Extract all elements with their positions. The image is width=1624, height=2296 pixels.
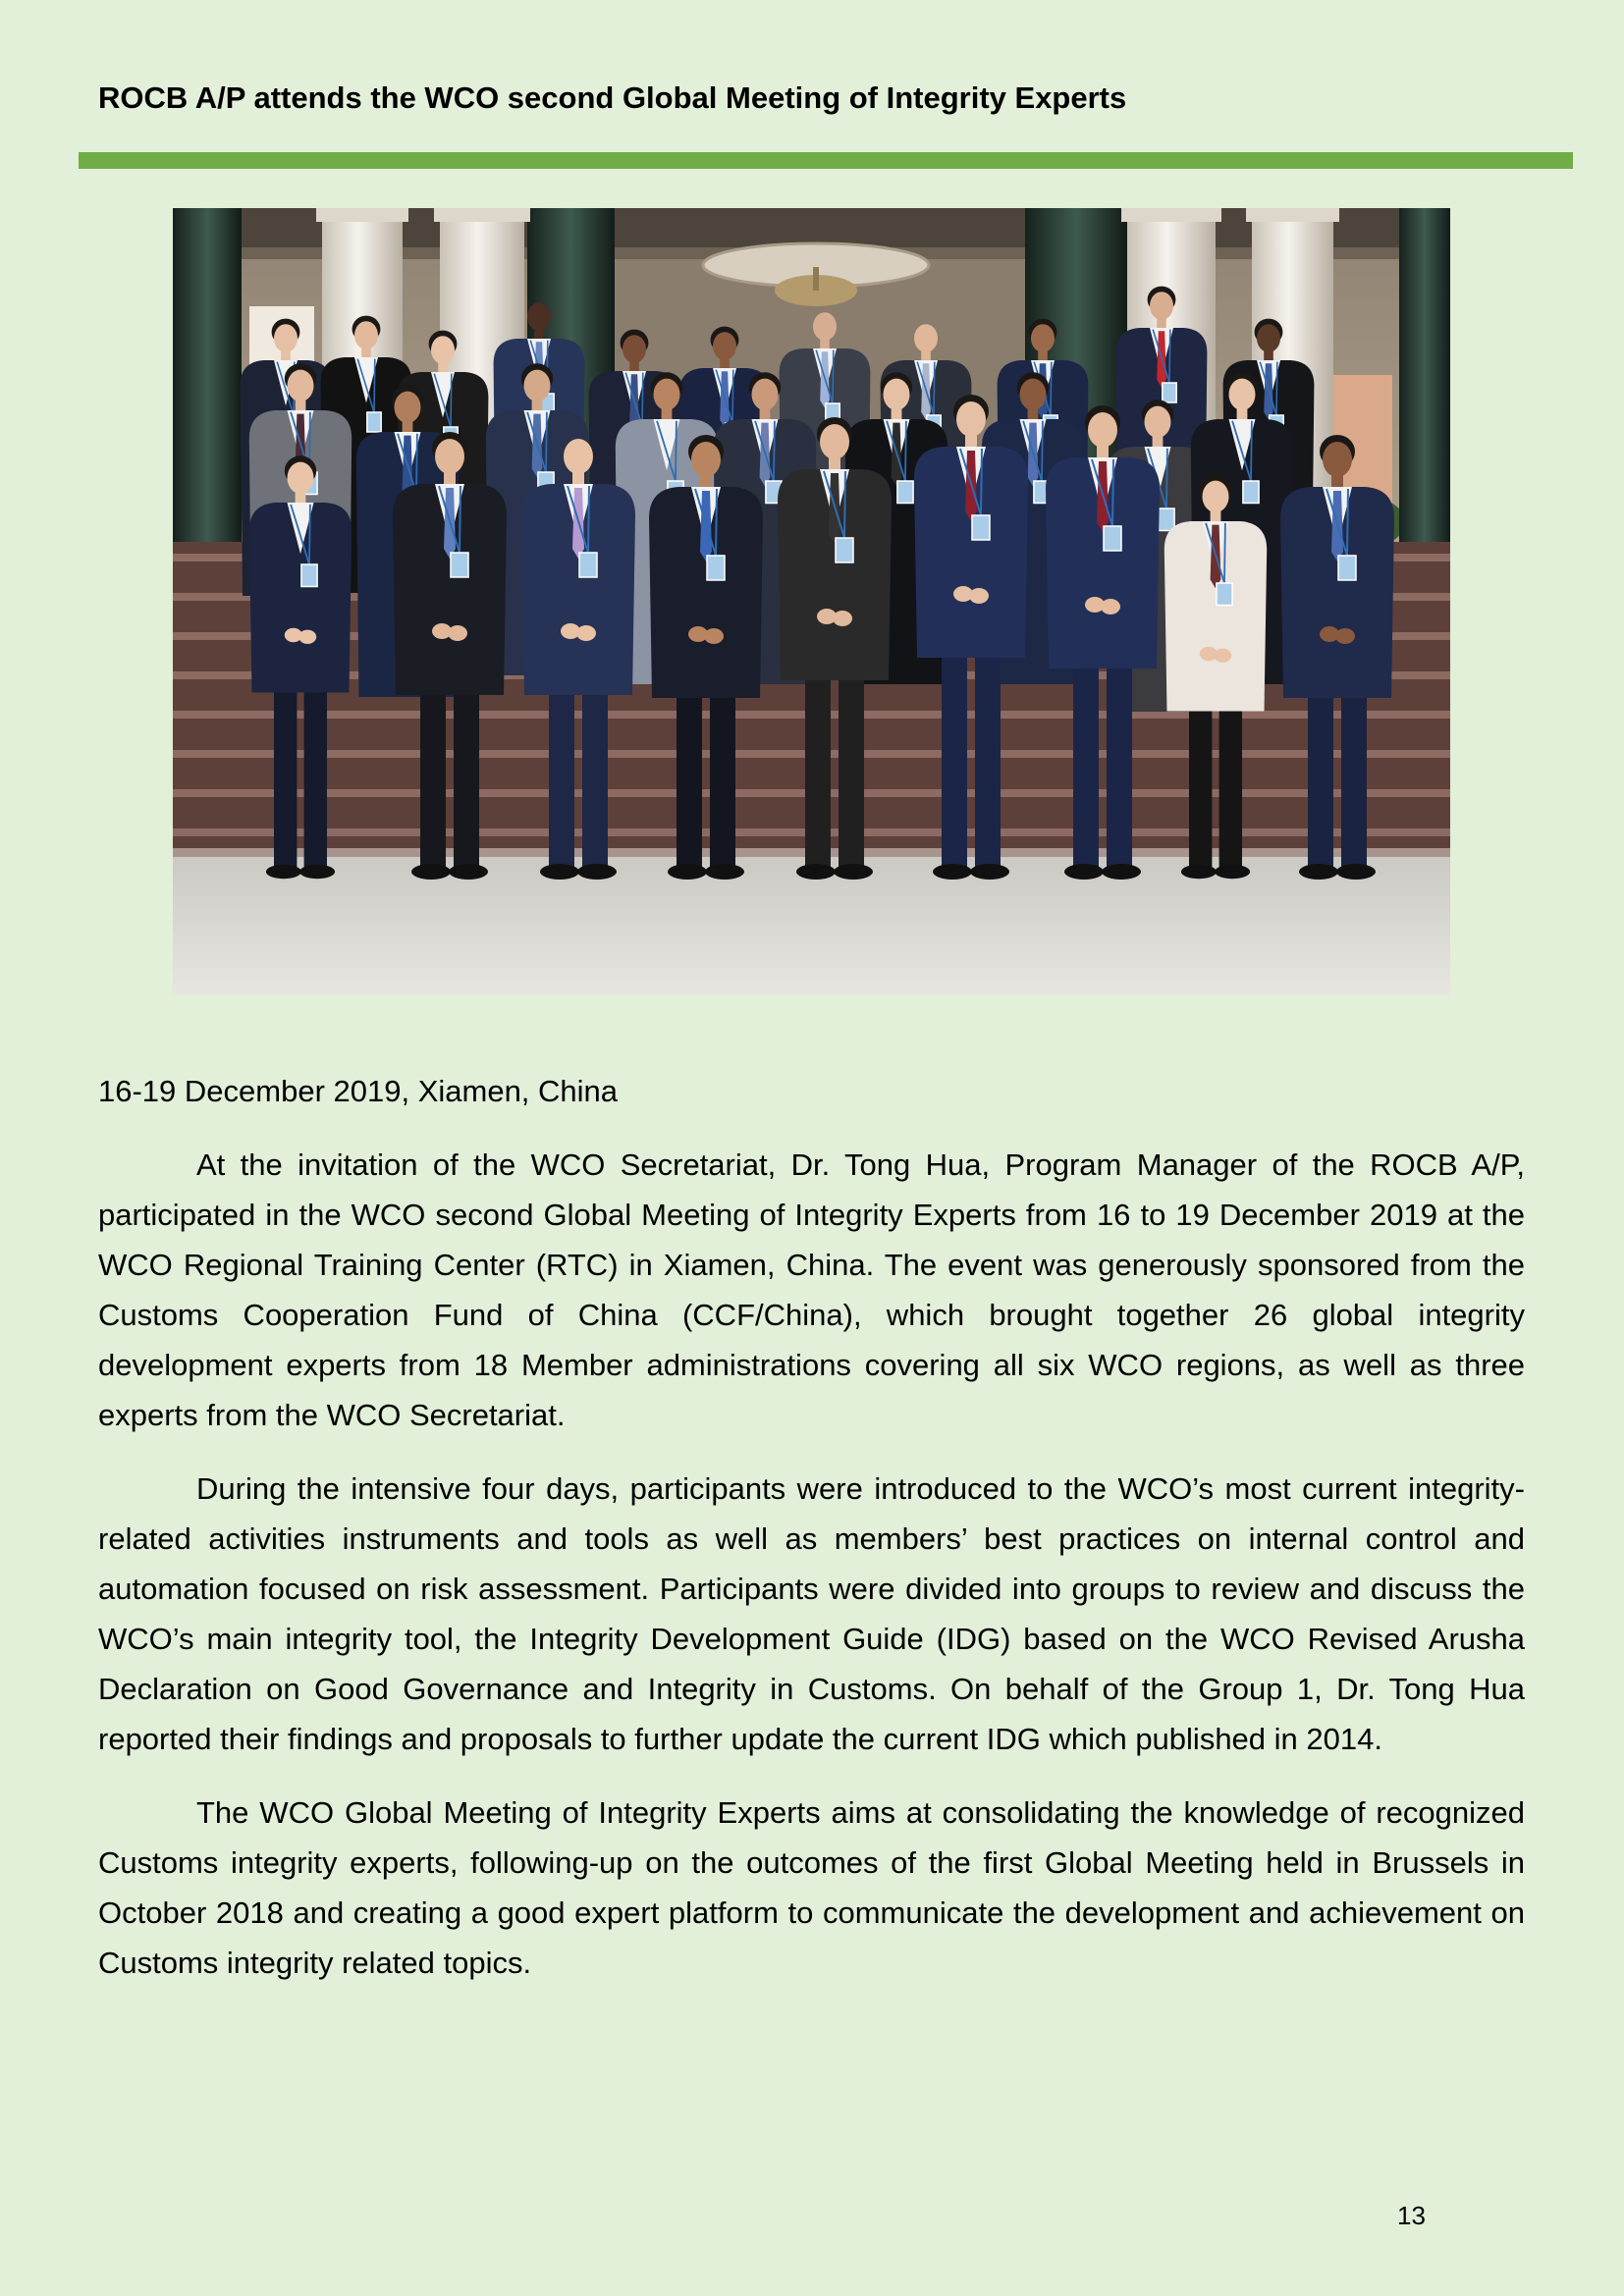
group-photo-scene — [173, 208, 1450, 995]
dateline: 16-19 December 2019, Xiamen, China — [98, 1074, 619, 1108]
page-number: 13 — [1397, 2201, 1426, 2230]
article-body — [98, 1066, 1525, 1988]
paragraph: At the invitation of the WCO Secretariat, Dr. Tong Hua, Program Manager of the ROCB A/P, participated in the WCO second Global Meeting of Integrity Experts from 16 to 19 December 2019 at the WCO Regional Training Center (RTC) in Xiamen, China. The event was generously sponsored from the Customs Cooperation Fund of China (CCF/China), which brought together 26 global integrity development experts from 18 Member administrations covering all six WCO regions, as well as three experts from the WCO Secretariat. — [98, 1148, 1525, 1432]
title-divider-bar — [79, 152, 1573, 169]
group-photo — [173, 208, 1450, 995]
article-title: ROCB A/P attends the WCO second Global Meeting of Integrity Experts — [98, 80, 1127, 115]
paragraph: During the intensive four days, participants were introduced to the WCO’s most current integrity-related activities instruments and tools as well as members’ best practices on internal control and automation focused on risk assessment. Participants were divided into groups to review and discuss the WCO’s main integrity tool, the Integrity Development Guide (IDG) based on the WCO Revised Arusha Declaration on Good Governance and Integrity in Customs. On behalf of the Group 1, Dr. Tong Hua reported their findings and proposals to further update the current IDG which published in 2014. — [98, 1471, 1525, 1756]
paragraph: The WCO Global Meeting of Integrity Experts aims at consolidating the knowledge of recognized Customs integrity experts, following-up on the outcomes of the first Global Meeting held in Brussels in October 2018 and creating a good expert platform to communicate the development and achievement on Customs integrity related topics. — [98, 1795, 1525, 1980]
